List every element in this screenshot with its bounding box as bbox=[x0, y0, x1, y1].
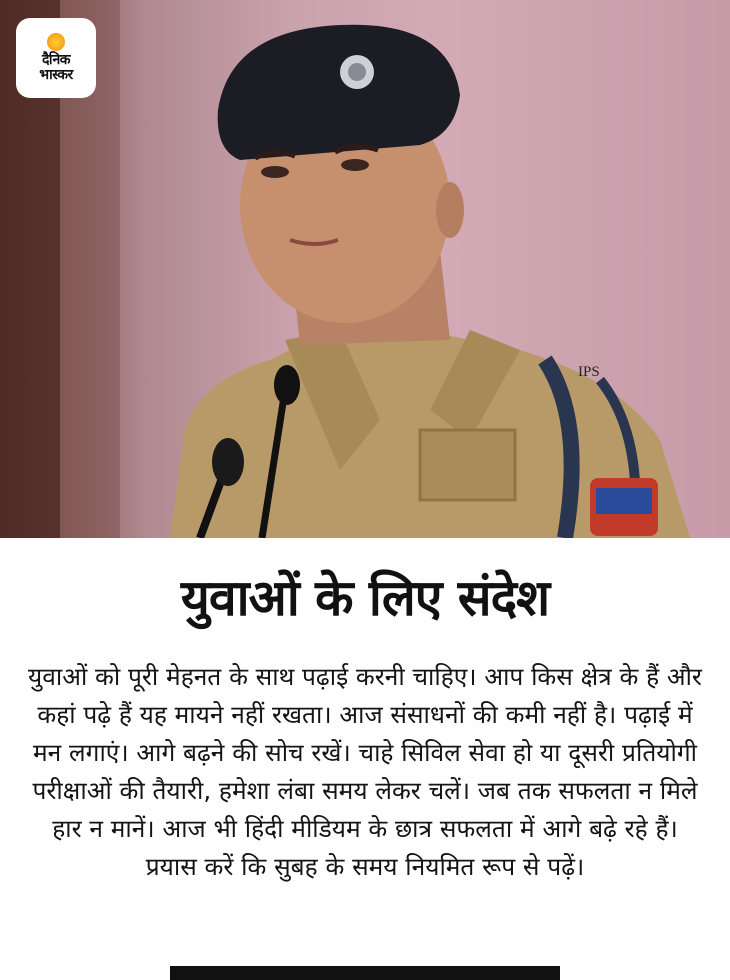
dainik-bhaskar-logo bbox=[16, 18, 96, 98]
page-title: युवाओं के लिए संदेश bbox=[180, 569, 550, 627]
logo-line-2: भास्कर bbox=[39, 67, 73, 83]
bottom-bar bbox=[170, 966, 560, 980]
sun-icon bbox=[47, 33, 65, 51]
message-paragraph: युवाओं को पूरी मेहनत के साथ पढ़ाई करनी चाहिए। आप किस क्षेत्र के हैं और कहां पढ़े हैं यह मायने नहीं रखता। आज संसाधनों की कमी नहीं है। पढ़ाई में मन लगाएं। आगे बढ़ने की सोच रखें। चाहे सिविल सेवा हो या दूसरी प्रतियोगी परीक्षाओं की तैयारी, हमेशा लंबा समय लेकर चलें। जब तक सफलता न मिले हार न मानें। आज भी हिंदी मीडियम के छात्र सफलता में आगे बढ़े रहे हैं। प्रयास करें कि सुबह के समय नियमित रूप से पढ़ें। bbox=[28, 662, 702, 881]
shoulder-ips-label: IPS bbox=[578, 364, 600, 380]
logo-line-1: दैनिक bbox=[41, 52, 71, 68]
